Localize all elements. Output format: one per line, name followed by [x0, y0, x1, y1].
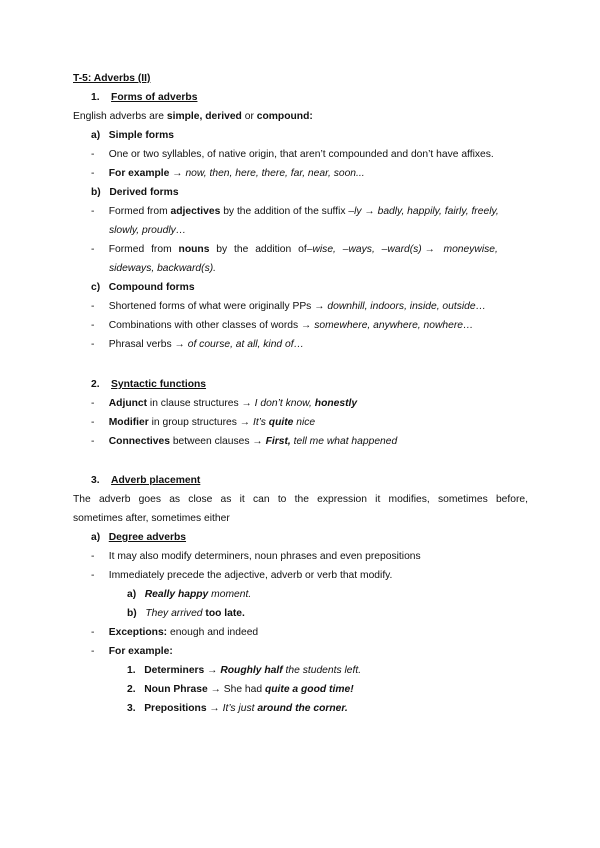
example-text: downhill, indoors, inside, outside…: [327, 301, 486, 312]
nested-example: [127, 607, 245, 620]
list-text: by the addition of the suffix: [220, 206, 349, 217]
list-emphasis: For example:: [108, 646, 173, 657]
example-emphasis: First,: [265, 436, 291, 447]
list-continuation: sideways, backward(s).: [109, 263, 217, 274]
list-emphasis: adjectives: [170, 206, 221, 217]
list-item: - Combinations with other classes of words → somewhere, anywhere, nowhere…: [91, 320, 474, 331]
list-text: in clause structures: [147, 398, 239, 409]
list-text: It may also modify determiners, noun phrases and even prepositions: [108, 551, 421, 562]
example-text: moneywise,: [443, 244, 498, 255]
example-text: somewhere, anywhere, nowhere…: [314, 320, 474, 331]
numbered-example: [127, 664, 361, 677]
example-emphasis: around the corner.: [257, 703, 348, 714]
intro-text: English adverbs are: [73, 111, 167, 122]
list-item: - Formed from nouns by the addition of–wise, –ways, –ward(s) → moneywise,: [91, 244, 498, 255]
example-emphasis: quite a good time!: [264, 684, 354, 695]
arrow-icon: →: [236, 417, 253, 428]
subheading-simple-forms: [91, 129, 174, 142]
list-emphasis: Modifier: [108, 417, 149, 428]
list-emphasis: Exceptions:: [108, 627, 168, 638]
list-text: Immediately precede the adjective, adverb or verb that modify.: [108, 570, 393, 581]
arrow-icon: →: [171, 339, 188, 350]
numbered-example: [127, 683, 354, 696]
section-title: Syntactic functions: [111, 379, 207, 390]
example-text: They arrived: [145, 608, 206, 619]
list-label: b): [127, 608, 137, 619]
list-emphasis: Noun Phrase: [144, 684, 208, 695]
paragraph-line: The adverb goes as close as it can to the expression it modifies, sometimes before,: [73, 494, 528, 505]
list-item: - One or two syllables, of native origin, that aren’t compounded and don’t have affixes.: [91, 149, 494, 160]
example-text: –wise, –ways, –ward(s): [306, 244, 422, 255]
example-text: of course, at all, kind of…: [187, 339, 304, 350]
arrow-icon: →: [207, 684, 224, 695]
list-text: Phrasal verbs: [108, 339, 172, 350]
list-emphasis: Prepositions: [144, 703, 207, 714]
section-number: 1.: [91, 92, 100, 103]
list-emphasis: Connectives: [108, 436, 170, 447]
example-text: tell me what happened: [290, 436, 398, 447]
list-text: in group structures: [148, 417, 237, 428]
list-emphasis: Adjunct: [108, 398, 148, 409]
example-text: I don’t know,: [254, 398, 315, 409]
subheading-text: Simple forms: [108, 130, 174, 141]
arrow-icon: →: [204, 665, 221, 676]
subheading-derived-forms: [91, 186, 179, 199]
arrow-icon: →: [361, 206, 378, 217]
list-item: - Exceptions: enough and indeed: [91, 627, 259, 638]
example-text: now, then, here, there, far, near, soon...: [185, 168, 365, 179]
list-label: b): [91, 187, 101, 198]
subheading-text: Derived forms: [109, 187, 179, 198]
intro-emphasis: compound:: [256, 111, 313, 122]
example-text: moment.: [208, 589, 252, 600]
list-label: a): [127, 589, 137, 600]
example-text: nice: [293, 417, 316, 428]
intro-text: or: [241, 111, 257, 122]
example-emphasis: Roughly half: [220, 665, 283, 676]
list-item: - It may also modify determiners, noun phrases and even prepositions: [91, 551, 421, 562]
list-text: enough and indeed: [167, 627, 259, 638]
arrow-icon: →: [238, 398, 255, 409]
example-text: It’s: [252, 417, 269, 428]
list-item: - For example:: [91, 646, 173, 657]
list-item: - Phrasal verbs → of course, at all, kind of…: [91, 339, 304, 350]
list-label: 1.: [127, 665, 136, 676]
example-text: the students left.: [282, 665, 362, 676]
example-text: It’s just: [222, 703, 258, 714]
arrow-icon: →: [169, 168, 186, 179]
example-text: badly, happily, fairly, freely,: [377, 206, 499, 217]
example-emphasis: quite: [268, 417, 294, 428]
arrow-icon: →: [206, 703, 223, 714]
arrow-icon: →: [421, 244, 438, 255]
list-continuation: slowly, proudly…: [109, 225, 187, 236]
list-label: 3.: [127, 703, 136, 714]
list-label: a): [91, 130, 101, 141]
section-3-heading: [91, 474, 200, 487]
list-label: c): [91, 282, 101, 293]
subheading-text: Compound forms: [108, 282, 195, 293]
list-emphasis: Determiners: [144, 665, 205, 676]
list-item: - Connectives between clauses → First, tell me what happened: [91, 436, 398, 447]
list-text: between clauses: [169, 436, 250, 447]
section-1-heading: [91, 91, 197, 104]
paragraph-line: sometimes after, sometimes either: [73, 513, 230, 524]
list-item: - Formed from adjectives by the addition of the suffix –ly → badly, happily, fairly, freely,: [91, 206, 499, 217]
page-title: T-5: Adverbs (II): [73, 73, 151, 84]
list-text: Combinations with other classes of words: [108, 320, 299, 331]
example-emphasis: honestly: [314, 398, 358, 409]
subheading-degree-adverbs: [91, 531, 186, 544]
list-text: One or two syllables, of native origin, that aren’t compounded and don’t have affixes.: [108, 149, 494, 160]
example-emphasis: Really happy: [144, 589, 209, 600]
numbered-example: [127, 702, 348, 715]
list-emphasis: nouns: [178, 244, 210, 255]
list-item: - Adjunct in clause structures → I don’t know, honestly: [91, 398, 358, 409]
subheading-compound-forms: [91, 281, 195, 294]
nested-example: [127, 588, 251, 601]
list-text: Shortened forms of what were originally PPs: [108, 301, 312, 312]
list-item: - For example → now, then, here, there, far, near, soon...: [91, 168, 365, 179]
arrow-icon: →: [298, 320, 315, 331]
list-text: Formed from: [108, 206, 171, 217]
arrow-icon: →: [311, 301, 328, 312]
list-item: - Shortened forms of what were originally PPs → downhill, indoors, inside, outside…: [91, 301, 486, 312]
section-title: Adverb placement: [111, 475, 201, 486]
section-number: 2.: [91, 379, 100, 390]
section-title: Forms of adverbs: [111, 92, 198, 103]
list-label: a): [91, 532, 101, 543]
list-emphasis: For example: [108, 168, 170, 179]
list-text: Formed from: [108, 244, 179, 255]
section-2-heading: [91, 378, 206, 391]
list-item: - Modifier in group structures → It’s quite nice: [91, 417, 316, 428]
list-text: by the addition of: [209, 244, 307, 255]
example-text: –ly: [348, 206, 362, 217]
arrow-icon: →: [249, 436, 266, 447]
list-label: 2.: [127, 684, 136, 695]
section-number: 3.: [91, 475, 100, 486]
section-1-intro: [73, 110, 313, 123]
example-emphasis: too late.: [205, 608, 245, 619]
subheading-text: Degree adverbs: [108, 532, 187, 543]
intro-emphasis: simple, derived: [166, 111, 242, 122]
list-item: - Immediately precede the adjective, adverb or verb that modify.: [91, 570, 393, 581]
example-text: She had: [223, 684, 265, 695]
